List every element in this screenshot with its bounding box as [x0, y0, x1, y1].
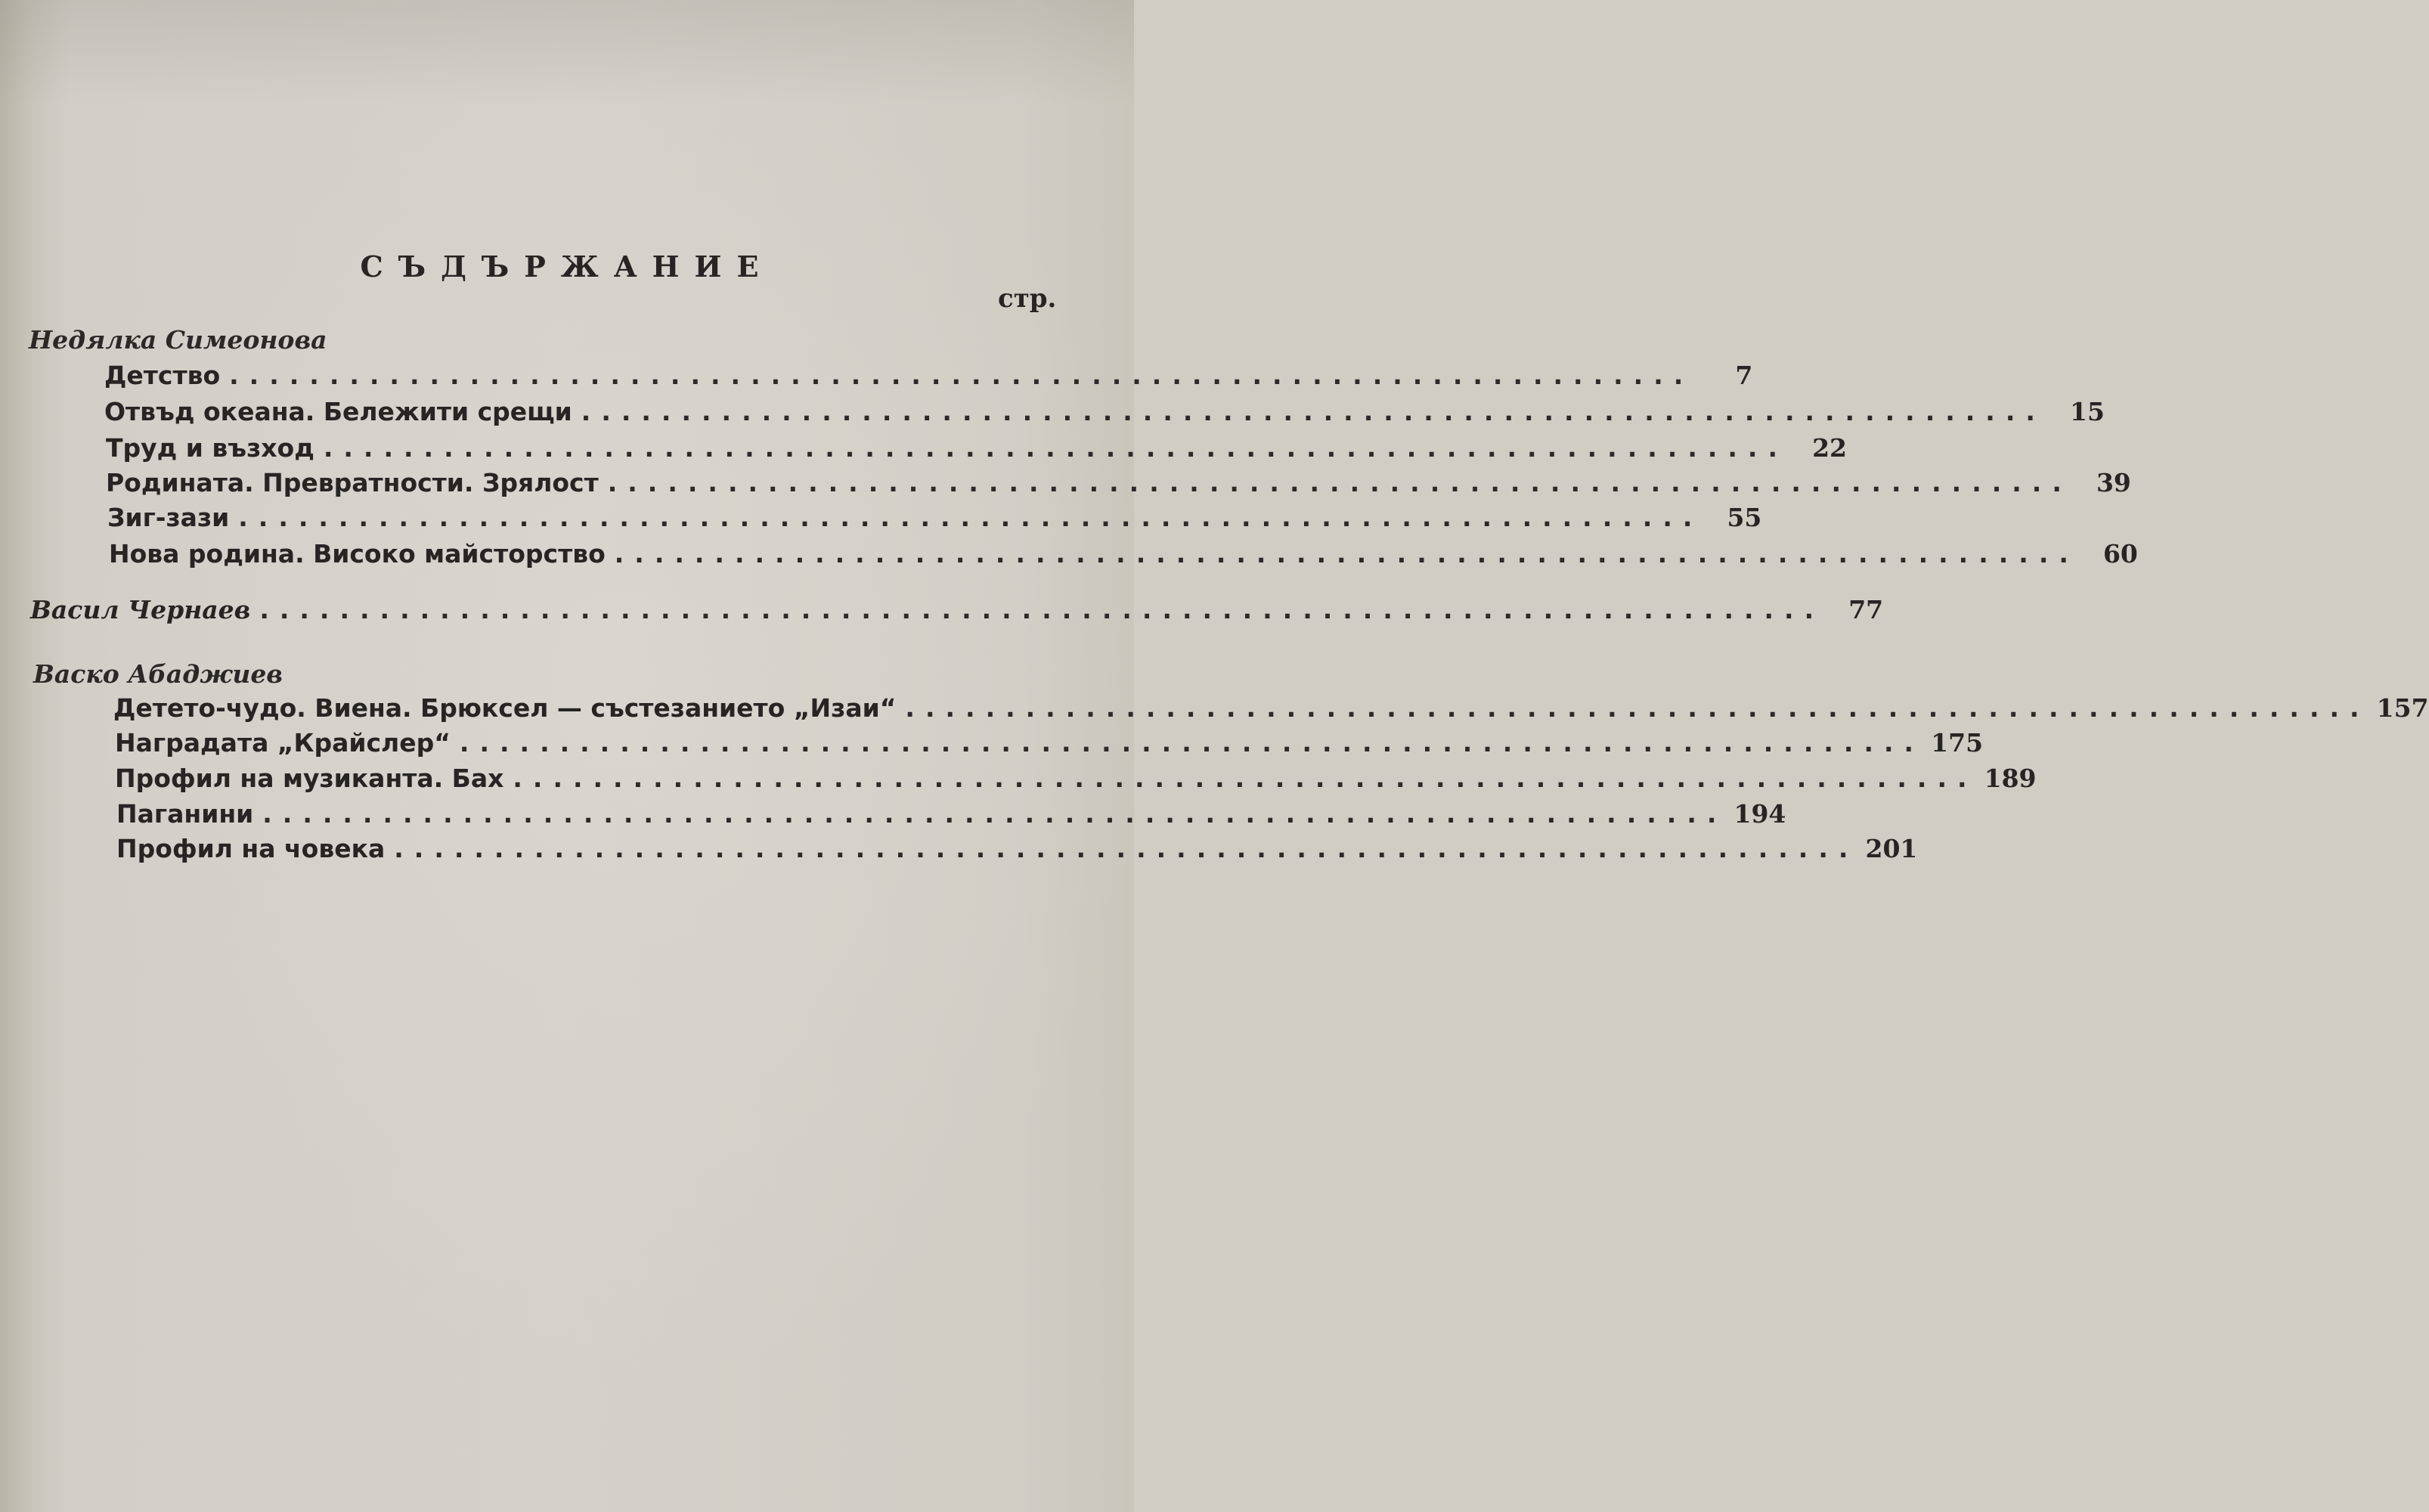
entry-page: 15 — [2069, 397, 2105, 426]
entry-title: Нова родина. Високо майсторство — [109, 539, 606, 569]
entry-title: Профил на човека — [116, 834, 386, 863]
entry-title: Детето-чудо. Виена. Брюксел — състезанието „Изаи“ — [113, 693, 897, 723]
toc-entry[interactable] — [107, 497, 1762, 532]
entry-title: Детство — [104, 361, 221, 390]
dot-leader: ......................................................................... — [323, 433, 1788, 463]
dot-leader: ......................................................................... — [581, 397, 2046, 426]
entry-title: Родината. Превратности. Зрялост — [106, 468, 599, 497]
entry-title: Паганини — [116, 799, 254, 829]
dot-leader: ......................................................................... — [607, 468, 2072, 497]
dot-leader: ......................................................................... — [614, 539, 2079, 569]
dot-leader: ......................................................................... — [238, 503, 1703, 532]
toc-entry[interactable] — [116, 829, 1918, 863]
toc-entry[interactable] — [115, 723, 1984, 758]
toc-entry[interactable] — [106, 463, 2131, 497]
toc-entry[interactable] — [113, 688, 2429, 723]
entry-page: 7 — [1735, 361, 1753, 390]
entry-title: Труд и възход — [106, 433, 314, 463]
toc-entry[interactable] — [104, 355, 1753, 390]
dot-leader: ......................................................................... — [459, 728, 1925, 758]
entry-page: 157 — [2376, 693, 2429, 723]
toc-entry[interactable] — [104, 392, 2105, 426]
author-heading: Недялка Симеонова — [29, 325, 327, 355]
contents-heading: СЪДЪРЖАНИЕ — [360, 249, 774, 284]
dot-leader: .............................................................................. — [259, 595, 1825, 624]
entry-page: 189 — [1984, 764, 2037, 793]
toc-entry[interactable] — [109, 534, 2138, 569]
entry-page: 55 — [1727, 503, 1762, 532]
entry-title: Наградата „Крайслер“ — [115, 728, 451, 758]
entry-page: 175 — [1931, 728, 1984, 758]
dot-leader: ......................................................................... — [394, 834, 1859, 863]
dot-leader: ......................................................................... — [513, 764, 1978, 793]
entry-title: Профил на музиканта. Бах — [115, 764, 504, 793]
toc-entry[interactable] — [106, 428, 1847, 463]
entry-title: Зиг-зази — [107, 503, 230, 532]
dot-leader: ......................................................................... — [229, 361, 1694, 390]
author-heading: Васко Абаджиев — [33, 659, 283, 689]
entry-page: 39 — [2096, 468, 2131, 497]
page-column-label: стр. — [998, 284, 1057, 314]
toc-entry[interactable] — [30, 590, 1884, 624]
entry-page: 194 — [1733, 799, 1786, 829]
entry-page: 77 — [1848, 595, 1884, 624]
entry-title: Отвъд океана. Бележити срещи — [104, 397, 572, 426]
entry-page: 60 — [2102, 539, 2138, 569]
dot-leader: ......................................................................... — [262, 799, 1727, 829]
toc-entry[interactable] — [115, 758, 2037, 793]
dot-leader: ......................................................................... — [905, 693, 2370, 723]
author-heading: Васил Чернаев — [30, 595, 251, 624]
page-shadow — [0, 0, 1134, 106]
entry-page: 201 — [1865, 834, 1918, 863]
toc-entry[interactable] — [116, 794, 1786, 829]
entry-page: 22 — [1812, 433, 1847, 463]
